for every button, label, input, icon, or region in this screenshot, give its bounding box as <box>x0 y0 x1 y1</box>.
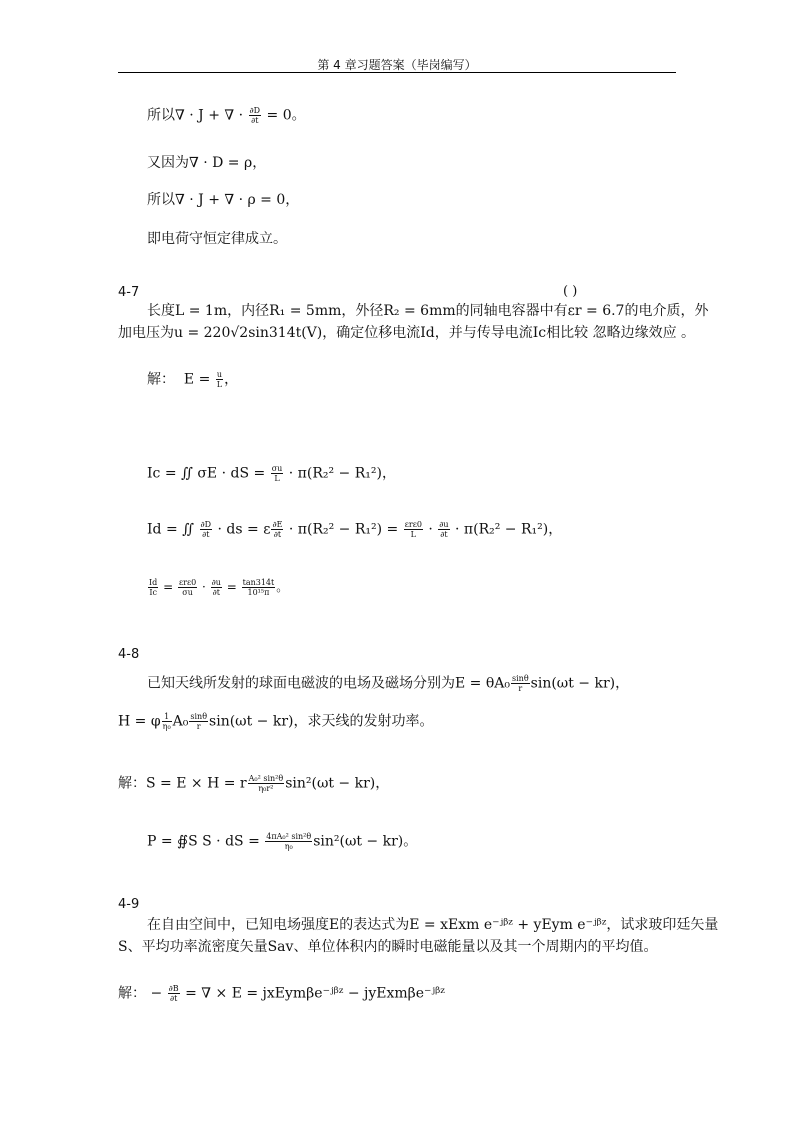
text: 、单位体积内的瞬时电磁能量以及其一个周期内的平均值。 <box>293 939 658 955</box>
text: 试求玻印廷矢量 <box>620 917 719 933</box>
text: 求天线的发射功率。 <box>307 713 434 730</box>
equation-p <box>147 832 417 851</box>
math: − <box>146 985 167 1002</box>
eq-line-3 <box>147 191 299 209</box>
numerator: ∂B <box>168 984 179 993</box>
problem-4-7-line-2 <box>118 324 695 342</box>
math: · <box>423 521 438 538</box>
text: 内径 <box>241 303 270 319</box>
numerator: εrε0 <box>178 578 197 587</box>
fraction <box>248 774 285 793</box>
text: 、平均功率流密度矢量 <box>127 939 268 955</box>
denominator: η₀ <box>284 842 293 851</box>
math: · π(R₂² − R₁²)， <box>284 465 396 482</box>
math: Ic = ∬ σE · dS = <box>147 465 270 482</box>
denominator: ∂t <box>169 994 178 1003</box>
numerator: u <box>216 370 222 379</box>
numerator: σu <box>271 464 283 473</box>
math: · <box>198 580 210 594</box>
eq-line-1 <box>147 106 306 125</box>
eq-line-2 <box>147 154 266 172</box>
denominator: ∂t <box>202 530 210 539</box>
denominator: σu <box>182 588 193 597</box>
fraction <box>200 520 213 539</box>
fraction <box>511 674 530 693</box>
problem-number: 4-7 <box>118 285 140 300</box>
math: u = 220√2sin314t(V)， <box>174 325 337 341</box>
text: 相比较 忽略边缘效应 。 <box>546 325 696 341</box>
numerator: sinθ <box>190 712 208 721</box>
fraction <box>216 370 223 389</box>
math: · ds = ε <box>213 521 271 538</box>
denominator: ∂t <box>212 588 220 597</box>
solution-e <box>147 370 238 389</box>
solution-s <box>118 774 389 793</box>
math: = <box>159 580 177 594</box>
math: = <box>222 580 241 594</box>
math: E = θA₀ <box>455 675 511 692</box>
math: E = xExm e⁻ʲᵝᶻ + yEym e⁻ʲᵝᶻ， <box>409 917 621 933</box>
math: ， <box>224 371 239 388</box>
math: Sav <box>267 939 294 955</box>
math: S = E × H = r <box>146 775 247 792</box>
denominator: Ic <box>149 588 157 597</box>
solution-label: 解： <box>118 985 146 1002</box>
numerator: ∂u <box>439 520 449 529</box>
equation-ratio <box>147 578 288 597</box>
text: 又因为 <box>147 155 189 171</box>
text: 在自由空间中，已知电场强度 <box>147 917 329 933</box>
numerator: ∂D <box>249 106 261 115</box>
math: 。 <box>276 580 289 594</box>
denominator: ∂t <box>273 530 282 539</box>
math: H = φ <box>118 713 161 730</box>
fraction <box>242 578 276 597</box>
problem-4-9-line-1 <box>147 916 718 934</box>
problem-4-9-line-2 <box>118 938 657 956</box>
text: 确定位移电流 <box>336 325 421 341</box>
problem-number: 4-8 <box>118 647 140 662</box>
header-rule <box>118 72 676 73</box>
denominator: 10¹⁵π <box>247 588 270 597</box>
denominator: ∂t <box>251 116 259 125</box>
math: Id = ∬ <box>147 521 199 538</box>
fraction <box>162 712 172 731</box>
text: ，并与传导电流 <box>434 325 533 341</box>
denominator: r <box>196 722 201 731</box>
math: R₁ = 5mm， <box>269 303 356 319</box>
math: sin(ωt − kr)， <box>209 713 308 730</box>
math: · π(R₂² − R₁²)， <box>450 521 563 538</box>
conclusion-line: 即电荷守恒定律成立。 <box>147 231 287 247</box>
fraction <box>148 578 158 597</box>
numerator: 1 <box>162 712 172 722</box>
numerator: A₀² sin²θ <box>248 774 284 783</box>
equation-id <box>147 520 562 539</box>
math: Ic <box>532 325 547 341</box>
solution-label: 解： <box>118 775 146 792</box>
text: 的同轴电容器中有 <box>455 303 568 319</box>
fraction <box>404 520 423 539</box>
problem-4-7-line-1 <box>147 302 708 320</box>
fraction <box>265 832 312 851</box>
fraction <box>438 520 449 539</box>
numerator: tan314t <box>242 578 275 587</box>
text: 所以 <box>147 192 175 208</box>
math: E <box>329 917 340 933</box>
text: 已知天线所发射的球面电磁波的电场及磁场分别为 <box>147 675 455 692</box>
numerator: ∂D <box>200 520 212 529</box>
math: S <box>118 939 128 955</box>
fraction <box>168 984 180 1003</box>
text: 所以 <box>147 107 175 124</box>
numerator: sinθ <box>512 674 529 683</box>
equation-ic <box>147 464 396 483</box>
solution-label: 解： <box>147 371 175 388</box>
math: · π(R₂² − R₁²) = <box>284 521 403 538</box>
fraction <box>178 578 197 597</box>
numerator: ∂E <box>272 520 283 529</box>
text: 的表达式为 <box>339 917 410 933</box>
math: R₂ = 6mm <box>383 303 456 319</box>
math: P = ∯S S · dS = <box>147 833 265 850</box>
denominator: L <box>274 474 280 483</box>
problem-4-8-line-2 <box>118 712 433 731</box>
denominator: L <box>410 530 416 539</box>
problem-number: 4-9 <box>118 897 140 912</box>
problem-4-8-line-1 <box>147 674 629 693</box>
text: 加电压为 <box>118 325 174 341</box>
math: L = 1m， <box>175 303 242 319</box>
denominator: ∂t <box>440 530 448 539</box>
denominator: r <box>518 684 523 693</box>
math: = ∇ × E = jxEymβe⁻ʲᵝᶻ − jyExmβe⁻ʲᵝᶻ <box>180 985 445 1002</box>
math: εr = 6.7 <box>567 303 625 319</box>
math: = 0。 <box>262 107 306 124</box>
solution-curl <box>118 984 445 1003</box>
math: sin²(ωt − kr)。 <box>313 833 418 850</box>
fraction <box>211 578 222 597</box>
fraction <box>189 712 208 731</box>
page-header: 第 4 章习题答案（毕岗编写） <box>317 58 477 72</box>
denominator: η₀r² <box>258 784 274 793</box>
denominator: L <box>216 380 223 389</box>
numerator: ∂u <box>211 578 221 587</box>
math: ∇ · J + ∇ · <box>175 107 248 124</box>
fraction <box>271 520 283 539</box>
numerator: εrε0 <box>404 520 422 529</box>
denominator: η₀ <box>162 722 171 731</box>
blank-parentheses: ( ) <box>563 284 578 299</box>
text: 长度 <box>147 303 175 319</box>
numerator: 4πA₀² sin²θ <box>266 832 312 841</box>
math: Id <box>420 325 435 341</box>
numerator: Id <box>149 578 158 587</box>
math: E = <box>183 371 215 388</box>
fraction <box>271 464 284 483</box>
fraction <box>249 106 262 125</box>
math: sin(ωt − kr)， <box>530 675 630 692</box>
math: ∇ · D = ρ， <box>189 155 267 171</box>
text: 外径 <box>355 303 384 319</box>
math: ∇ · J + ∇ · ρ = 0， <box>175 192 300 208</box>
math: A₀ <box>172 713 189 730</box>
text: 的电介质，外 <box>624 303 709 319</box>
math: sin²(ωt − kr)， <box>285 775 390 792</box>
